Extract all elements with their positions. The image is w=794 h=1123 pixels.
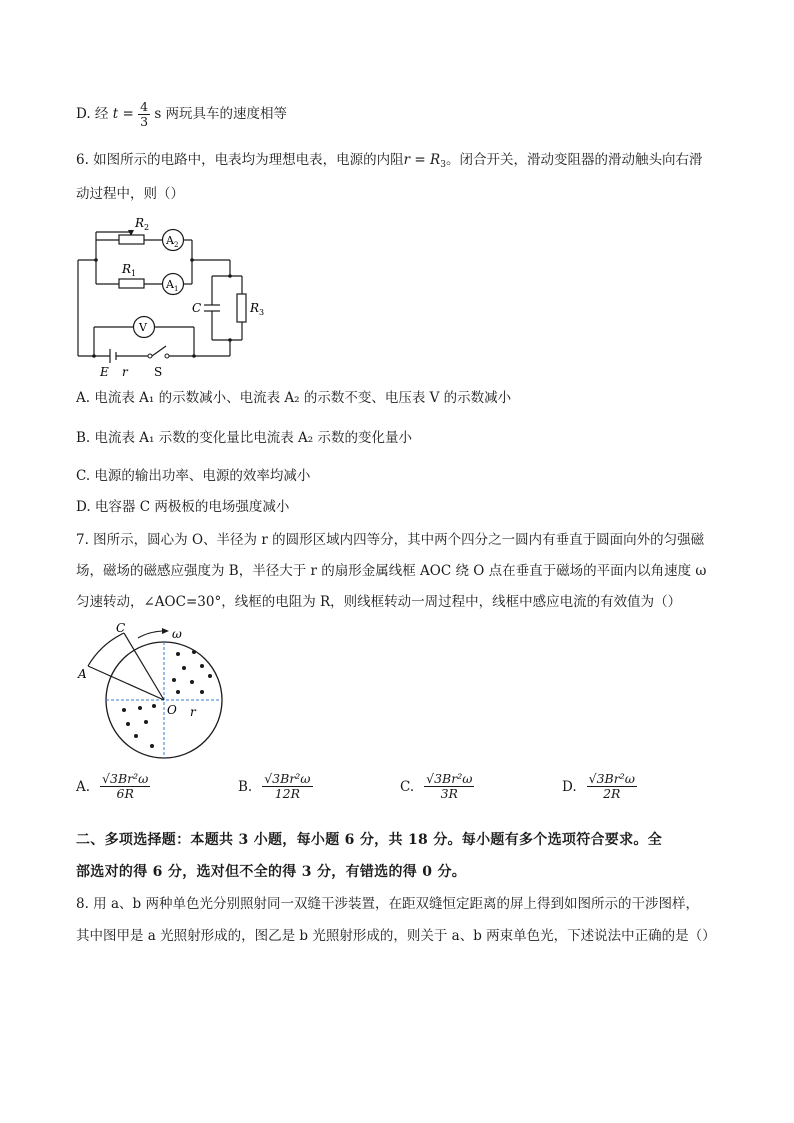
rotating-frame-figure <box>74 618 234 768</box>
q5-option-d[interactable]: D. 经 t = $\frac{4}{3}$ s 两玩具车的速度相等 <box>76 99 288 129</box>
q6-option-b[interactable]: B. 电流表 A₁ 示数的变化量比电流表 A₂ 示数的变化量小 <box>76 430 412 446</box>
q6-stem-line2: 动过程中，则（） <box>76 186 184 202</box>
fraction-4-3: $\frac{4}{3}$ <box>140 99 149 129</box>
q7-stem-line2: 场，磁场的磁感应强度为 B，半径大于 r 的扇形金属线框 AOC 绕 O 点在垂直于磁场的平面内以角速度 ω <box>76 563 707 579</box>
q8-stem-line2: 其中图甲是 a 光照射形成的，图乙是 b 光照射形成的，则关于 a、b 两束单色光，下述说法中正确的是（） <box>76 928 716 944</box>
label-point-c: C <box>116 621 126 635</box>
label-point-a: A <box>78 667 87 681</box>
q6-option-d[interactable]: D. 电容器 C 两极板的电场强度减小 <box>76 499 290 515</box>
label-R2: $R_2$ <box>135 216 150 232</box>
q8-stem-line1: 8. 用 a、b 两种单色光分别照射同一双缝干涉装置，在距双缝恒定距离的屏上得到如图所示的干涉图样， <box>76 896 699 912</box>
section2-heading-line1: 二、多项选择题：本题共 3 小题，每小题 6 分，共 18 分。每小题有多个选项符合要求。全 <box>76 832 663 848</box>
q6-stem-line1: 6. 如图所示的电路中，电表均为理想电表，电源的内阻$r = R_3$。闭合开关，滑动变阻器的滑动触头向右滑 <box>76 152 703 170</box>
q6-option-a[interactable]: A. 电流表 A₁ 的示数减小、电流表 A₂ 的示数不变、电压表 V 的示数减小 <box>76 390 512 406</box>
label-point-o: O <box>167 703 177 717</box>
label-A2: $A_2$ <box>166 234 179 249</box>
label-A1: $A_1$ <box>166 278 179 293</box>
label-omega: ω <box>172 627 182 641</box>
label-r: r <box>122 365 128 379</box>
label-R3: $R_3$ <box>250 301 265 317</box>
q7-option-d[interactable]: D. $\frac{\text{√3Br²ω}}{2R}$ <box>562 771 635 801</box>
label-radius-r: r <box>190 705 196 719</box>
label-R1: $R_1$ <box>122 262 137 278</box>
q7-option-b[interactable]: B. $\frac{\text{√3Br²ω}}{12R}$ <box>238 771 311 801</box>
section2-heading-line2: 部选对的得 6 分，选对但不全的得 3 分，有错选的得 0 分。 <box>76 864 467 880</box>
label-V: V <box>139 321 147 334</box>
circuit-diagram <box>70 208 270 380</box>
q6-option-c[interactable]: C. 电源的输出功率、电源的效率均减小 <box>76 468 311 484</box>
q7-option-a[interactable]: A. $\frac{\text{√3Br²ω}}{6R}$ <box>76 771 149 801</box>
label-C: C <box>192 301 202 315</box>
q7-option-c[interactable]: C. $\frac{\text{√3Br²ω}}{3R}$ <box>400 771 473 801</box>
q7-stem-line3: 匀速转动，∠AOC=30°，线框的电阻为 R，则线框转动一周过程中，线框中感应电流的有效值为（） <box>76 594 682 610</box>
label-E: E <box>100 365 109 379</box>
q7-stem-line1: 7. 图所示，圆心为 O、半径为 r 的圆形区域内四等分，其中两个四分之一圆内有垂直于圆面向外的匀强磁 <box>76 532 705 548</box>
label-S: S <box>154 365 163 379</box>
